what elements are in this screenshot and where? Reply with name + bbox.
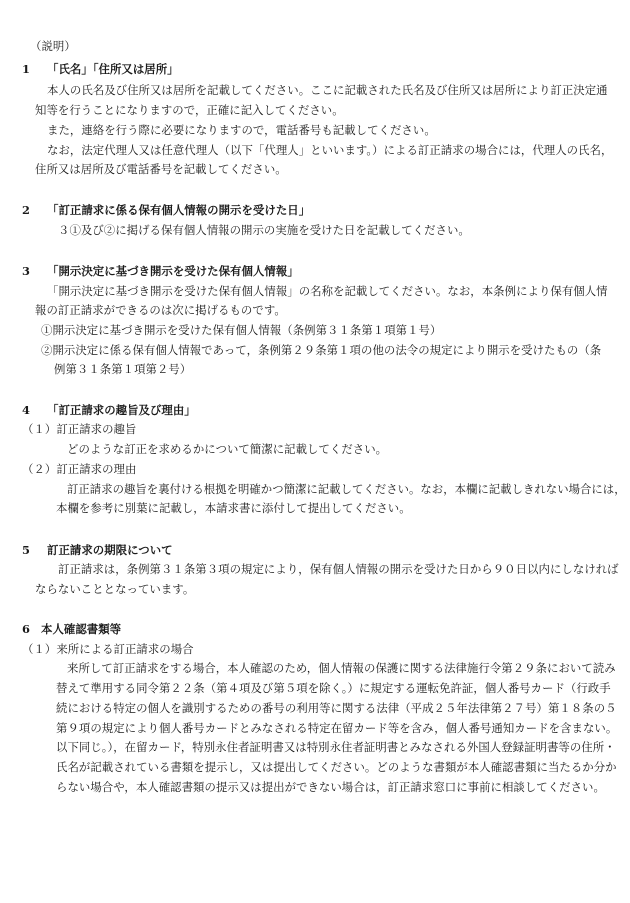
section-3-list-item: ②開示決定に係る保有個人情報であって，条例第２９条第１項の他の法令の規定により開示を受けたもの（条 [41, 343, 602, 357]
section-6-text: 第９項の規定により個人番号カードとみなされる特定在留カード等を含み，個人番号通知カードを含まない。 [56, 721, 618, 735]
section-5-text: ならないこととなっています。 [35, 582, 195, 596]
section-5-number: 5 [22, 543, 30, 557]
section-3-number: 3 [22, 264, 30, 278]
section-4-text: どのような訂正を求めるかについて簡潔に記載してください。 [67, 442, 388, 456]
section-6-subheading: （１）来所による訂正請求の場合 [22, 642, 194, 656]
section-5-title: 訂正請求の期限について [47, 543, 173, 557]
section-4-subheading: （２）訂正請求の理由 [22, 462, 137, 476]
section-1-text: また，連絡を行う際に必要になりますので，電話番号も記載してください。 [47, 123, 436, 137]
section-1-number: 1 [22, 62, 30, 76]
section-1-text: なお，法定代理人又は任意代理人（以下「代理人」といいます。）による訂正請求の場合には，代理人の氏名， [47, 143, 613, 157]
section-6-text: らない場合や，本人確認書類の提示又は提出ができない場合は，訂正請求窓口に事前に相談してください。 [56, 780, 605, 794]
section-6-text: 氏名が記載されている書類を提示し，又は提出してください。どのような書類が本人確認書類に当たるか分か [56, 760, 617, 774]
section-6-text: 替えて準用する同令第２２条（第４項及び第５項を除く。）に規定する運転免許証，個人番号カード（行政手 [56, 681, 611, 695]
section-4-text: 本欄を参考に別葉に記載し，本請求書に添付して提出してください。 [56, 501, 411, 515]
section-6-text: 続における特定の個人を識別するための番号の利用等に関する法律（平成２５年法律第２７号）第１８条の５ [56, 701, 617, 715]
section-5-text: 訂正請求は，条例第３１条第３項の規定により，保有個人情報の開示を受けた日から９０日以内にしなければ [58, 562, 619, 576]
section-1-text: 本人の氏名及び住所又は居所を記載してください。ここに記載された氏名及び住所又は居所により訂正決定通 [47, 83, 608, 97]
section-3-title: 「開示決定に基づき開示を受けた保有個人情報」 [47, 264, 299, 278]
section-6-number: 6 [22, 622, 30, 636]
section-1-title: 「氏名」「住所又は居所」 [47, 62, 179, 76]
section-3-list-item: 例第３１条第１項第２号） [54, 362, 192, 376]
section-4-text: 訂正請求の趣旨を裏付ける根拠を明確かつ簡潔に記載してください。なお，本欄に記載しきれない場合には， [67, 482, 626, 496]
section-6-title: 本人確認書類等 [41, 622, 122, 636]
section-6-text: 来所して訂正請求をする場合，本人確認のため，個人情報の保護に関する法律施行令第２９条において読み [67, 661, 616, 675]
section-2-title: 「訂正請求に係る保有個人情報の開示を受けた日」 [47, 203, 311, 217]
section-2-number: 2 [22, 203, 30, 217]
section-6-text: 以下同じ。），在留カード，特別永住者証明書又は特別永住者証明書とみなされる外国人登録証明書等の住所・ [56, 740, 616, 754]
section-1-text: 住所又は居所及び電話番号を記載してください。 [35, 162, 287, 176]
intro-label: （説明） [30, 39, 76, 53]
section-4-number: 4 [22, 403, 30, 417]
section-3-text: 報の訂正請求ができるのは次に掲げるものです。 [35, 303, 286, 317]
section-3-list-item: ①開示決定に基づき開示を受けた保有個人情報（条例第３１条第１項第１号） [41, 323, 442, 337]
section-2-text: ３①及び②に掲げる保有個人情報の開示の実施を受けた日を記載してください。 [58, 223, 470, 237]
section-3-text: 「開示決定に基づき開示を受けた保有個人情報」の名称を記載してください。なお，本条例により保有個人情 [47, 284, 608, 298]
section-4-title: 「訂正請求の趣旨及び理由」 [47, 403, 196, 417]
section-1-text: 知等を行うことになりますので，正確に記入してください。 [35, 103, 344, 117]
section-4-subheading: （１）訂正請求の趣旨 [22, 422, 137, 436]
